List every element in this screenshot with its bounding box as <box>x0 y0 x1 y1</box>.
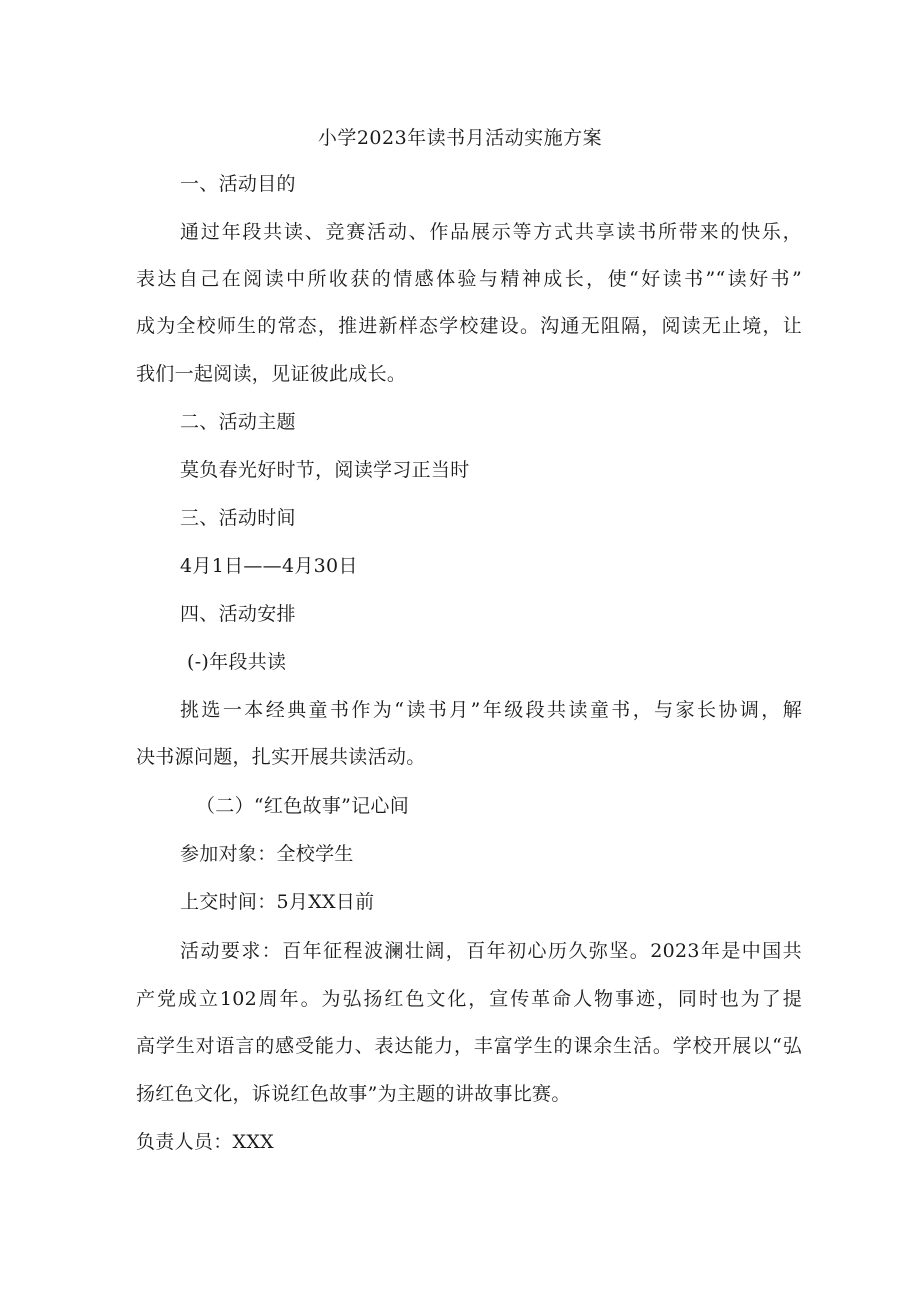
theme-text: 莫负春光好时节，阅读学习正当时 <box>180 459 470 481</box>
section-heading-purpose: 一、活动目的 <box>180 173 296 195</box>
paragraph-line: 产党成立102周年。为弘扬红色文化，宣传革命人物事迹，同时也为了提 <box>136 988 802 1010</box>
paragraph-line: 挑选一本经典童书作为“读书月”年级段共读童书，与家长协调，解 <box>180 699 802 721</box>
subsection-heading-red-stories: （二）“红色故事”记心间 <box>196 795 410 817</box>
section-heading-theme: 二、活动主题 <box>180 411 296 433</box>
paragraph-line: 高学生对语言的感受能力、表达能力，丰富学生的课余生活。学校开展以“弘 <box>136 1035 802 1057</box>
subsection-heading-grade-reading: (-)年段共读 <box>187 651 287 673</box>
document-title: 小学2023年读书月活动实施方案 <box>317 127 603 149</box>
responsible-person: 负责人员：XXX <box>136 1131 274 1153</box>
paragraph-line: 活动要求：百年征程波澜壮阔，百年初心历久弥坚。2023年是中国共 <box>180 940 802 962</box>
section-heading-arrangement: 四、活动安排 <box>180 603 296 625</box>
paragraph-line: 决书源问题，扎实开展共读活动。 <box>136 746 426 768</box>
paragraph-line: 成为全校师生的常态，推进新样态学校建设。沟通无阻隔，阅读无止境，让 <box>136 315 802 337</box>
paragraph-line: 我们一起阅读，见证彼此成长。 <box>136 363 407 385</box>
section-heading-time: 三、活动时间 <box>180 507 296 529</box>
participants-text: 参加对象：全校学生 <box>180 843 354 865</box>
paragraph-line: 通过年段共读、竞赛活动、作品展示等方式共享读书所带来的快乐， <box>180 221 802 243</box>
paragraph-line: 表达自己在阅读中所收获的情感体验与精神成长，使“好读书”“读好书” <box>136 268 802 290</box>
paragraph-line: 扬红色文化，诉说红色故事”为主题的讲故事比赛。 <box>136 1083 571 1105</box>
time-text: 4月1日——4月30日 <box>180 555 358 577</box>
deadline-text: 上交时间：5月XX日前 <box>180 891 375 913</box>
